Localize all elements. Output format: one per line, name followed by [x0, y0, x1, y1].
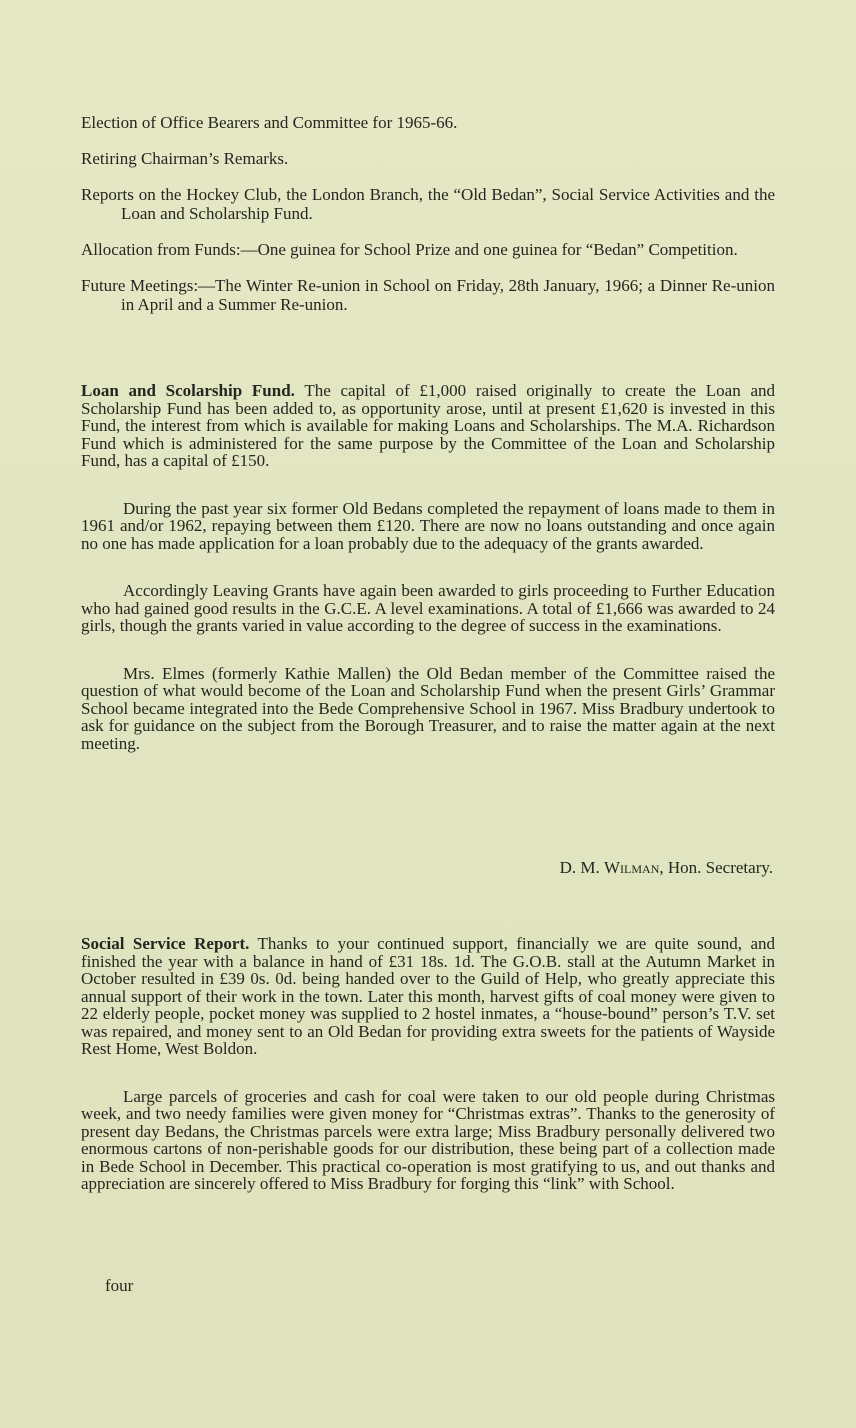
loan-fund-paragraph-2: During the past year six former Old Bedans completed the repayment of loans made to them in 1961 and/or 1962, repaying between them £120. There are now no loans outstanding and once again no one has made application for a loan probably due to the adequacy of the grants awarded.	[81, 498, 775, 553]
social-service-text-1: Thanks to your continued support, financially we are quite sound, and finished the year with a balance in hand of £31 18s. 1d. The G.O.B. stall at the Autumn Market in October resulted in £39 0s. 0d. being handed over to the Guild of Help, who greatly appreciate this annual support of their work in the town. Later this month, harvest gifts of coal money were given to 22 elderly people, pocket money was supplied to 2 hostel inmates, a “house-bound” person’s T.V. set was repaired, and money sent to an Old Bedan for providing extra sweets for the patients of Wayside Rest Home, West Boldon.	[81, 934, 775, 1058]
loan-fund-text-1: The capital of £1,000 raised originally to create the Loan and Scholarship Fund has been added to, as opportunity arose, until at present £1,620 is invested in this Fund, the interest from which is available for making Loans and Scholarships. The M.A. Richardson Fund which is administered for the same purpose by the Committee of the Loan and Scholarship Fund, has a capital of £150.	[81, 381, 775, 470]
loan-fund-heading: Loan and Scolarship Fund.	[81, 381, 295, 400]
agenda-item-reports: Reports on the Hockey Club, the London Branch, the “Old Bedan”, Social Service Activities and the Loan and Scholarship Fund.	[81, 185, 775, 223]
agenda-item-election: Election of Office Bearers and Committee for 1965-66.	[81, 113, 458, 132]
social-service-paragraph-2: Large parcels of groceries and cash for coal were taken to our old people during Christmas week, and two needy families were given money for “Christmas extras”. Thanks to the generosity of present day Bedans, the Christmas parcels were extra large; Miss Bradbury personally delivered two enormous cartons of non-perishable goods for our distribution, these being part of a collection made in Bede School in December. This practical co-operation is most gratifying to us, and out thanks and appreciation are sincerely offered to Miss Bradbury for forging this “link” with School.	[81, 1086, 775, 1193]
social-service-heading: Social Service Report.	[81, 934, 250, 953]
loan-fund-paragraph-3: Accordingly Leaving Grants have again been awarded to girls proceeding to Further Education who had gained good results in the G.C.E. A level examinations. A total of £1,666 was awarded to 24 girls, though the grants varied in value according to the degree of success in the examinations.	[81, 581, 775, 635]
signature-title: , Hon. Secretary.	[659, 858, 773, 877]
social-service-section	[81, 935, 775, 1193]
loan-fund-section	[81, 382, 775, 752]
agenda-item-chairman-remarks: Retiring Chairman’s Remarks.	[81, 149, 289, 168]
signature-surname: Wilman	[604, 858, 660, 877]
social-service-paragraph-1	[81, 935, 775, 1058]
secretary-signature	[81, 858, 773, 878]
agenda-item-allocation: Allocation from Funds:—One guinea for School Prize and one guinea for “Bedan” Competition.	[81, 240, 738, 259]
agenda-item-future-meetings: Future Meetings:—The Winter Re-union in School on Friday, 28th January, 1966; a Dinner Re-union in April and a Summer Re-union.	[81, 276, 775, 314]
agenda-list	[81, 113, 775, 331]
loan-fund-paragraph-1	[81, 382, 775, 470]
page-number: four	[105, 1276, 134, 1295]
signature-initials: D. M.	[559, 858, 600, 877]
loan-fund-paragraph-4: Mrs. Elmes (formerly Kathie Mallen) the Old Bedan member of the Committee raised the question of what would become of the Loan and Scholarship Fund when the present Girls’ Grammar School became integrated into the Bede Comprehensive School in 1967. Miss Bradbury undertook to ask for guidance on the subject from the Borough Treasurer, and to raise the matter again at the next meeting.	[81, 663, 775, 753]
